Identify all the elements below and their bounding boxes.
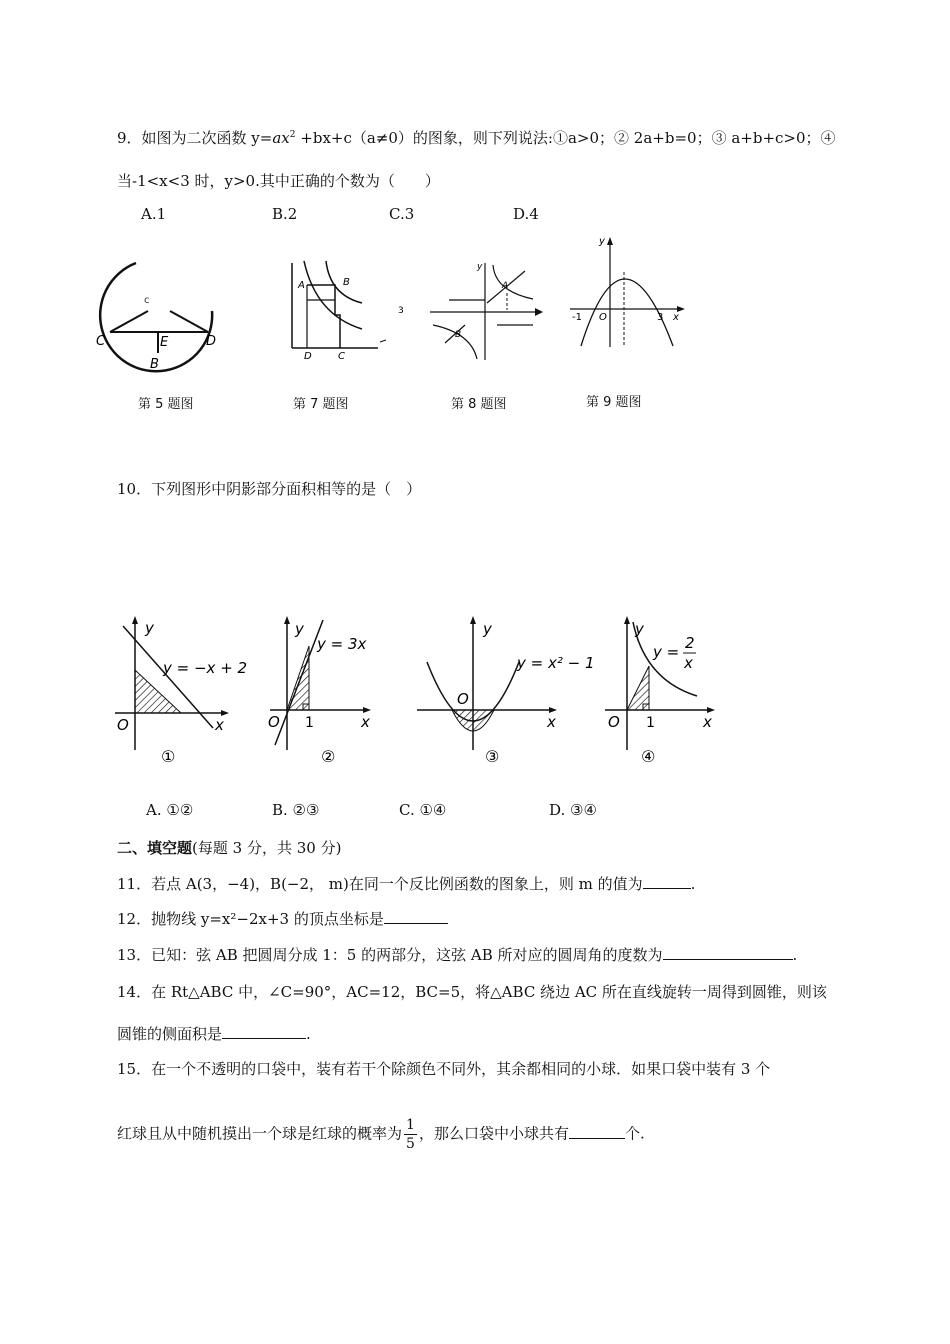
q9-line1 [117, 127, 836, 148]
caption-fig7: 第 7 题图 [293, 397, 349, 412]
g3-y-arrow [470, 616, 476, 624]
section-2-heading [117, 837, 341, 858]
g1-number: ① [161, 747, 176, 766]
q9-line1-prefix: 9．如图为二次函数 y= [117, 129, 273, 147]
q11-text: 11．若点 A(3，−4)，B(−2， m)在同一个反比例函数的图象上，则 m 的值为 [117, 875, 643, 893]
g1-y-arrow [132, 616, 138, 624]
fig8-label-b: B [455, 330, 462, 340]
g2-label-one: 1 [305, 715, 314, 731]
g3-number: ③ [485, 747, 500, 766]
q14-text: 圆锥的侧面积是 [117, 1025, 223, 1043]
q13-end: . [792, 946, 798, 964]
fig5-radius-left [110, 311, 148, 332]
fig5-label-b: B [150, 357, 159, 372]
fig7-label-d: D [304, 351, 312, 362]
fig7-curve-1 [304, 261, 362, 329]
fig8-arrow [535, 308, 543, 316]
g1-equation: y = −x + 2 [163, 659, 248, 677]
q15-fraction [404, 1116, 417, 1153]
caption-fig9: 第 9 题图 [586, 395, 642, 410]
g4-label-x: x [703, 713, 712, 731]
q13-text: 13．已知：弦 AB 把圆周分成 1：5 的两部分，这弦 AB 所对应的圆周角的度数为 [117, 946, 663, 964]
q15-text-b: ，那么口袋中小球共有 [418, 1124, 569, 1143]
q13-blank [663, 945, 793, 960]
graph-1 [115, 616, 247, 766]
fig9-label-o: O [599, 312, 607, 323]
q11-blank [643, 874, 691, 889]
fig8-label-a: A [502, 281, 509, 291]
fig5-label-d: D [206, 334, 217, 349]
q10-graphs [105, 610, 745, 770]
g4-label-o: O [608, 713, 620, 731]
g2-shaded [287, 646, 309, 710]
q10-option-d: D. ③④ [549, 801, 597, 819]
fig7-mark: 3 [398, 306, 404, 316]
g1-label-y: y [145, 619, 154, 637]
figure-8 [425, 255, 550, 365]
g2-label-x: x [361, 713, 370, 731]
fig7-label-b: B [343, 277, 350, 288]
g4-shaded [627, 666, 649, 710]
fig9-label-x: x [673, 312, 679, 323]
g3-label-o: O [457, 690, 469, 708]
q14-line1: 14．在 Rt△ABC 中，∠C=90°，AC=12，BC=5，将△ABC 绕边 AC 所在直线旋转一周得到圆锥，则该 [117, 983, 827, 1001]
graph-4 [605, 616, 715, 766]
q12 [117, 908, 448, 929]
fig8-hyperbola-1 [493, 265, 533, 299]
q15-text-a: 红球且从中随机摸出一个球是红球的概率为 [117, 1124, 403, 1143]
figure-5 [88, 255, 228, 375]
q9-option-c: C.3 [389, 205, 415, 223]
q14-end: . [306, 1025, 311, 1043]
g1-label-o: O [117, 716, 129, 734]
fig9-label-y: y [599, 236, 605, 247]
q15-line1: 15．在一个不透明的口袋中，装有若干个除颜色不同外，其余都相同的小球．如果口袋中装有 3 个 [117, 1060, 771, 1078]
g4-label-y: y [635, 620, 644, 638]
g4-y-arrow [624, 616, 630, 624]
g3-equation: y = x² − 1 [517, 654, 595, 672]
q9-option-b: B.2 [272, 205, 298, 223]
g2-line [275, 620, 323, 745]
fig7-label-a: A [298, 280, 305, 291]
q10-option-c: C. ①④ [399, 801, 447, 819]
g2-label-o: O [268, 713, 280, 731]
g1-label-x: x [215, 716, 224, 734]
q9-sup: 2 [289, 130, 296, 140]
q11 [117, 873, 695, 894]
fig7-step [307, 285, 340, 348]
q10-stem: 10．下列图形中阴影部分面积相等的是（ ） [117, 480, 422, 498]
g2-equation: y = 3x [317, 635, 367, 653]
fig5-arc [100, 263, 212, 371]
g4-eq-left: y = [653, 643, 680, 661]
figure-7 [280, 255, 420, 365]
fig5-label-e: E [160, 335, 169, 350]
q15-end: 个. [624, 1124, 645, 1143]
fig9-label-3: 3 [657, 312, 664, 323]
fig8-label-y: y [477, 262, 483, 272]
q9-option-d: D.4 [513, 205, 539, 223]
g2-y-arrow [284, 616, 290, 624]
fig5-radius-right [170, 311, 208, 332]
fig5-label-c: C [96, 334, 106, 349]
q15-frac-den: 5 [406, 1136, 415, 1152]
fig9-y-arrow [607, 237, 613, 245]
graph-2 [268, 616, 371, 766]
fig7-tick [380, 340, 386, 342]
q9-line2: 当-1<x<3 时，y>0.其中正确的个数为（ ） [117, 172, 440, 190]
q12-blank [384, 909, 448, 924]
q15-blank [569, 1124, 625, 1139]
g2-label-y: y [295, 620, 304, 638]
g4-label-one: 1 [646, 715, 655, 731]
q9-ax: ax [272, 129, 290, 147]
q9-line1-suffix: +bx+c（a≠0）的图象，则下列说法:①a>0；② 2a+b=0；③ a+b+c>0；④ [295, 129, 836, 147]
g4-eq-num: 2 [685, 634, 695, 652]
q13 [117, 944, 797, 965]
q15-frac-num: 1 [406, 1117, 415, 1133]
fig9-label-neg1: -1 [572, 312, 582, 323]
g3-label-y: y [483, 620, 492, 638]
fig7-label-c: C [338, 351, 345, 362]
q14-blank [222, 1024, 306, 1039]
g4-eq-den: x [684, 654, 693, 672]
graph-3 [417, 616, 595, 766]
q15-line2 [117, 1116, 645, 1153]
q11-end: . [690, 875, 696, 893]
caption-fig5: 第 5 题图 [138, 397, 194, 412]
section-2-title: 二、填空题 [117, 839, 193, 857]
figure-9 [565, 232, 690, 352]
caption-fig8: 第 8 题图 [451, 397, 507, 412]
q14-line2 [117, 1023, 311, 1044]
fig5-center-mark: c [144, 295, 150, 306]
g2-number: ② [321, 747, 336, 766]
g3-label-x: x [547, 713, 556, 731]
section-2-note: (每题 3 分，共 30 分) [192, 839, 342, 857]
q10-option-a: A. ①② [146, 801, 194, 819]
q9-option-a: A.1 [141, 205, 167, 223]
q10-option-b: B. ②③ [272, 801, 320, 819]
q12-text: 12．抛物线 y=x²−2x+3 的顶点坐标是 [117, 910, 384, 928]
g4-number: ④ [641, 747, 656, 766]
